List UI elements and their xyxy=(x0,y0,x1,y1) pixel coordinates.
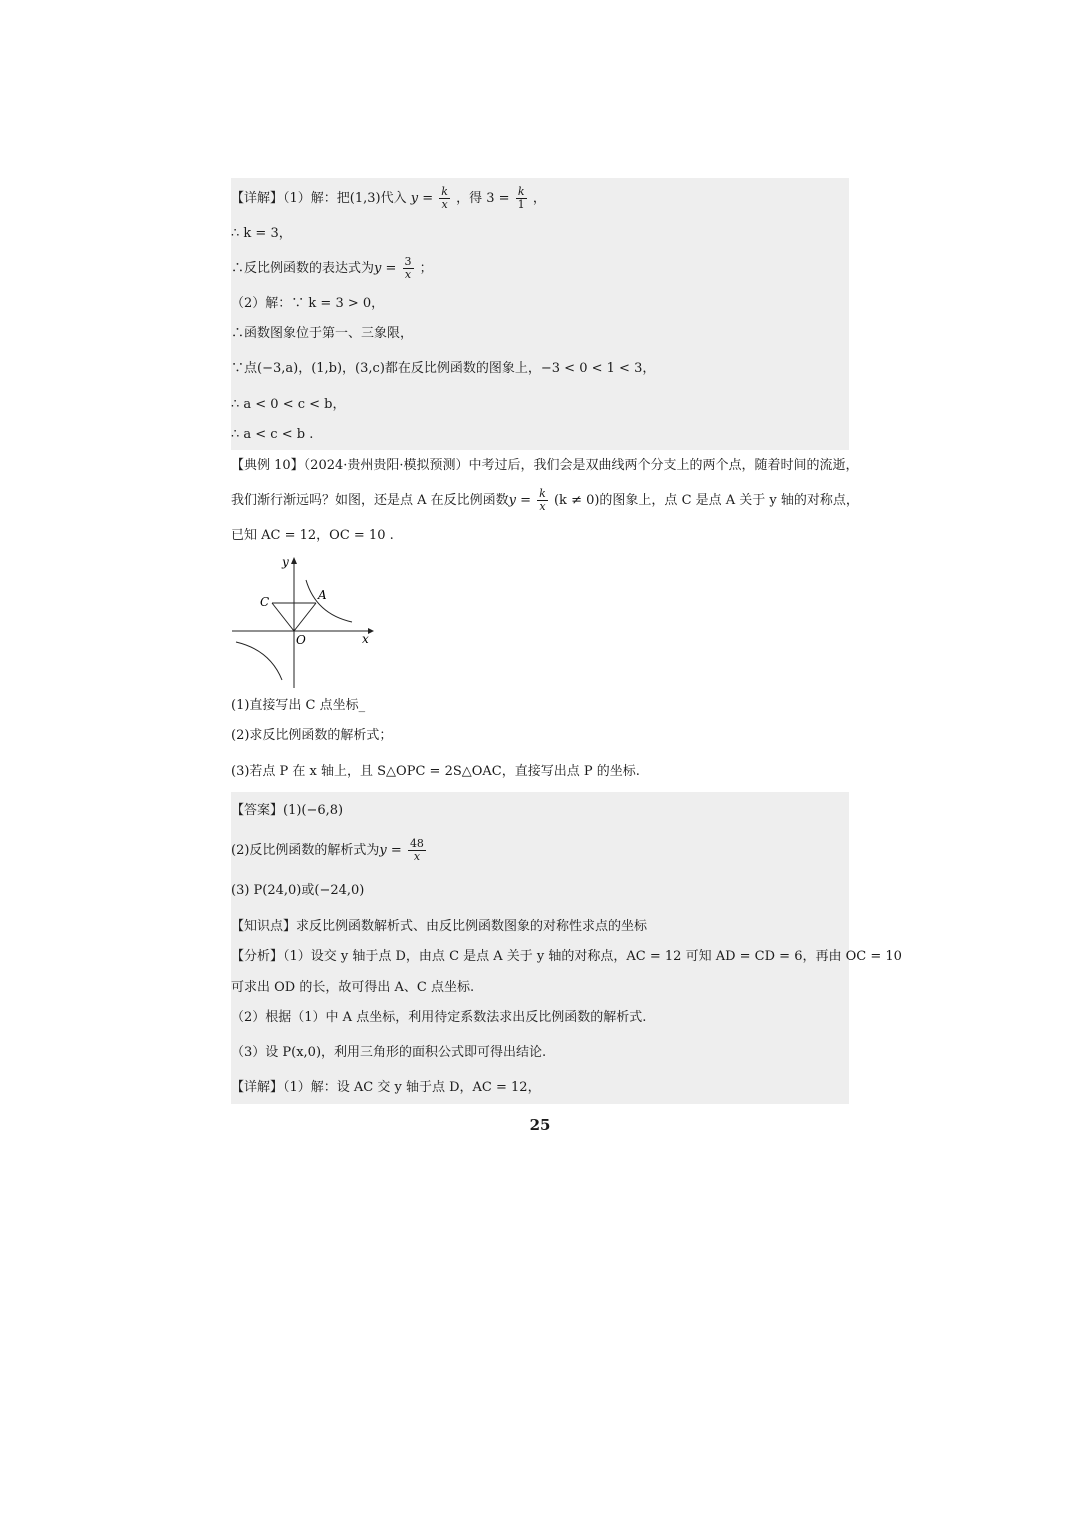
answer-line-3: (3) P(24,0)或(−24,0) xyxy=(231,883,365,898)
answer-line-2: (2)反比例函数的解析式为y = $\frac{48}{x}$ xyxy=(231,837,424,863)
answer-line-1: 【答案】(1)(−6,8) xyxy=(231,803,344,818)
y-axis-arrow xyxy=(291,557,297,564)
fraction: $\frac{k}{x}$ xyxy=(441,185,448,211)
hyperbola-branch-3 xyxy=(236,642,282,680)
fraction: $\frac{k}{1}$ xyxy=(517,185,525,211)
label-y: y xyxy=(282,555,289,569)
analysis-line-1: 【分析】（1）设交 y 轴于点 D，由点 C 是点 A 关于 y 轴的对称点，AC = 12 可知 AD = CD = 6，再由 OC = 10 xyxy=(231,949,902,964)
label-o: O xyxy=(296,633,306,647)
segment-co xyxy=(272,603,294,631)
detail-line-1: 【详解】（1）解：把(1,3)代入 y = $\frac{k}{x}$ ，得 3 = $\frac{k}{1}$ ， xyxy=(231,185,546,211)
detail-line-3: ∴反比例函数的表达式为y = $\frac{3}{x}$ ； xyxy=(231,255,433,281)
analysis-line-2: 可求出 OD 的长，故可得出 A、C 点坐标. xyxy=(231,980,475,995)
example-line-2: 我们渐行渐远吗？如图，还是点 A 在反比例函数y = $\frac{k}{x}$ (k ≠ 0)的图象上，点 C 是点 A 关于 y 轴的对称点， xyxy=(231,487,859,513)
analysis-line-4: （3）设 P(x,0)，利用三角形的面积公式即可得出结论. xyxy=(231,1045,547,1060)
knowledge-line: 【知识点】求反比例函数解析式、由反比例函数图象的对称性求点的坐标 xyxy=(231,919,648,934)
question-3: (3)若点 P 在 x 轴上，且 S△OPC = 2S△OAC，直接写出点 P 的坐标. xyxy=(231,764,640,779)
detail-line-8: ∴ a < c < b . xyxy=(231,427,314,442)
label-c: C xyxy=(260,595,270,609)
question-2: (2)求反比例函数的解析式； xyxy=(231,728,393,743)
detail-line-6: ∵点(−3,a)，(1,b)，(3,c)都在反比例函数的图象上，−3 < 0 < 1 < 3， xyxy=(231,361,656,376)
detail-line-4: （2）解：∵ k = 3 > 0， xyxy=(231,296,385,311)
hyperbola-branch-1 xyxy=(306,580,352,622)
x-axis-arrow xyxy=(368,628,374,634)
detail-line-7: ∴ a < 0 < c < b， xyxy=(231,397,346,412)
label-x: x xyxy=(362,632,369,646)
detail-line-2: ∴ k = 3， xyxy=(231,226,292,241)
fraction: $\frac{48}{x}$ xyxy=(409,837,424,863)
example-line-3: 已知 AC = 12，OC = 10 . xyxy=(231,528,394,543)
detail-final-line: 【详解】（1）解：设 AC 交 y 轴于点 D，AC = 12， xyxy=(231,1080,541,1095)
fraction: $\frac{k}{x}$ xyxy=(539,487,546,513)
question-1: (1)直接写出 C 点坐标_ xyxy=(231,698,366,713)
page-number: 25 xyxy=(529,1116,551,1134)
segment-ao xyxy=(294,603,316,631)
example-line-1: 【典例 10】（2024·贵州贵阳·模拟预测）中考过后，我们会是双曲线两个分支上的两个点，随着时间的流逝， xyxy=(231,458,859,473)
detail-line-5: ∴函数图象位于第一、三象限， xyxy=(231,326,414,341)
analysis-line-3: （2）根据（1）中 A 点坐标，利用待定系数法求出反比例函数的解析式. xyxy=(231,1010,647,1025)
hyperbola-figure xyxy=(228,552,378,692)
fraction: $\frac{3}{x}$ xyxy=(404,255,412,281)
label-a: A xyxy=(318,588,327,602)
